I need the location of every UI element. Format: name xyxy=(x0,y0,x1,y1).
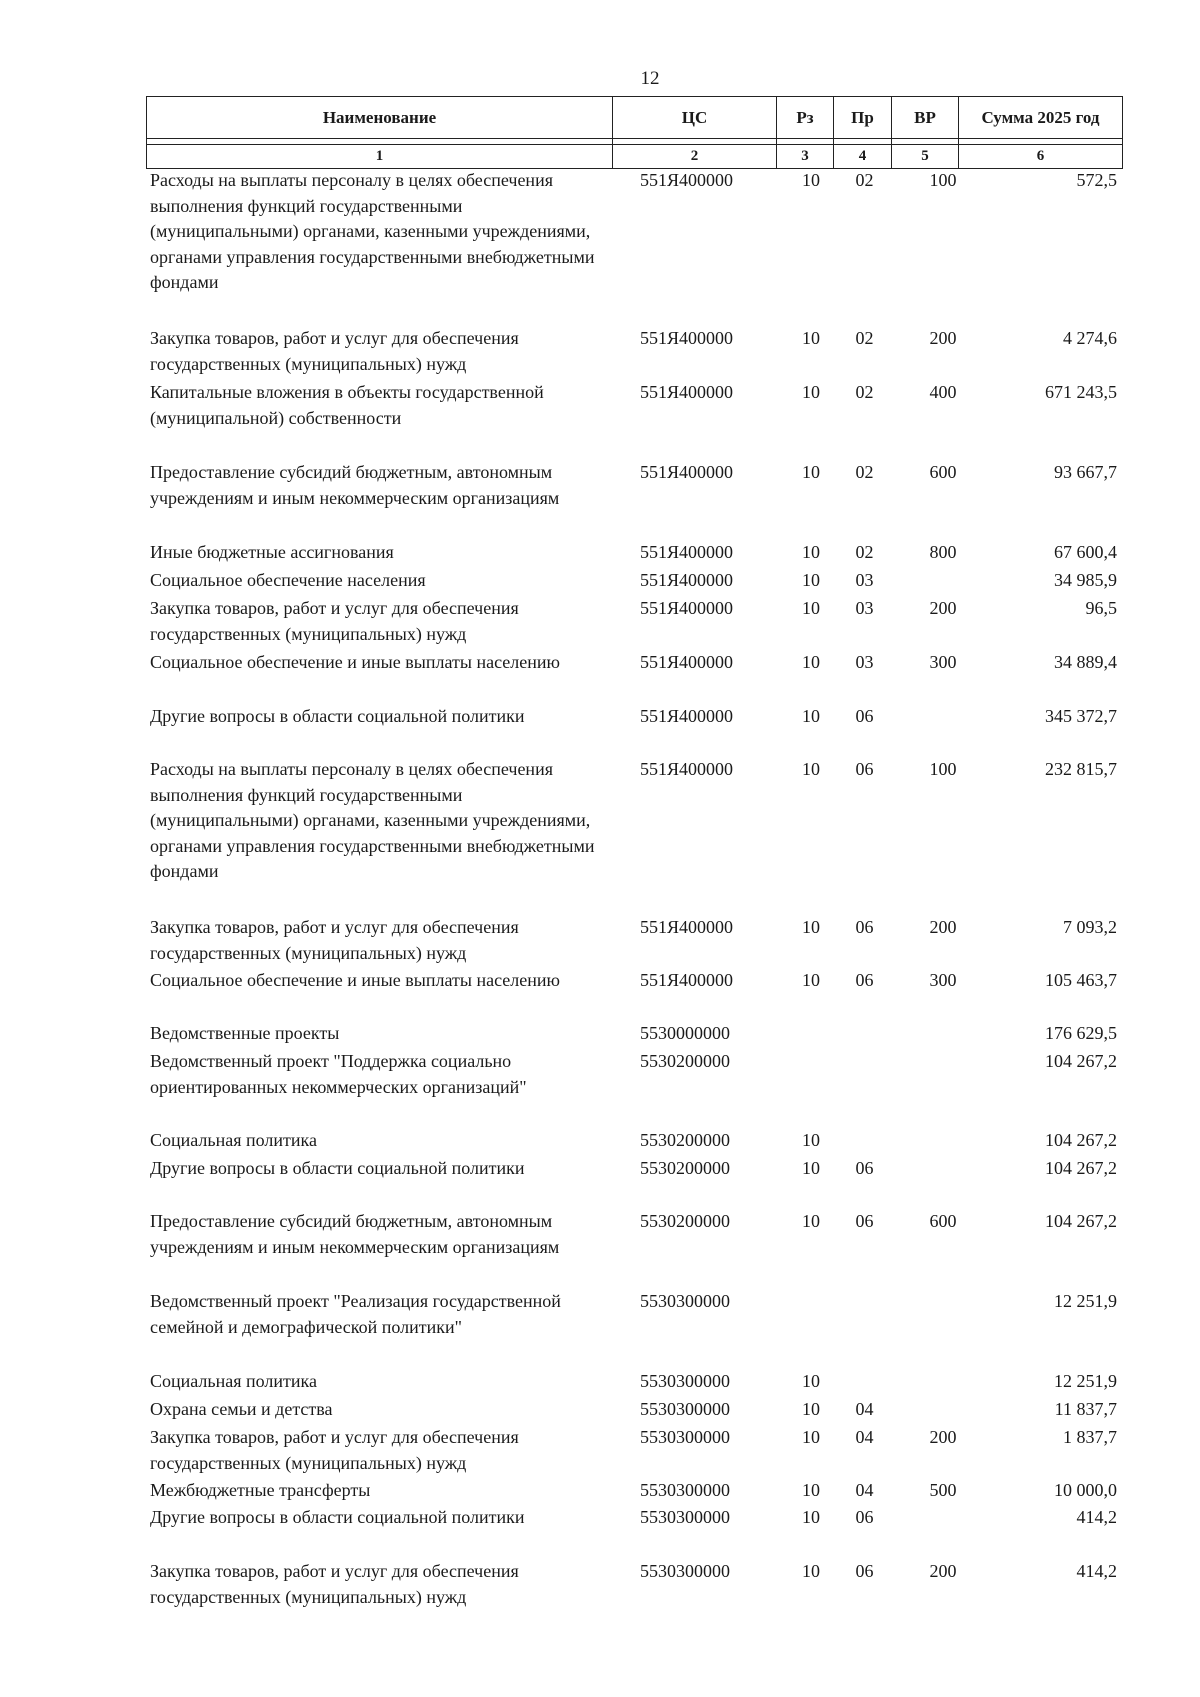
row-name: Охрана семьи и детства xyxy=(150,1399,333,1419)
row-sum: 671 243,5 xyxy=(1045,382,1117,402)
row-sum: 414,2 xyxy=(1076,1561,1117,1581)
row-name: Закупка товаров, работ и услуг для обеспечения государственных (муниципальных) нужд xyxy=(150,917,519,963)
row-sum: 96,5 xyxy=(1085,598,1117,618)
row-cs: 551Я400000 xyxy=(640,462,734,482)
column-header-rz: Рз xyxy=(777,97,834,139)
column-header-sum: Сумма 2025 год xyxy=(959,97,1123,139)
row-pr: 06 xyxy=(855,706,874,726)
column-header-name: Наименование xyxy=(147,97,613,139)
row-sum: 104 267,2 xyxy=(1045,1051,1117,1071)
table-header xyxy=(146,96,1123,169)
row-pr: 02 xyxy=(855,462,874,482)
row-name: Расходы на выплаты персоналу в целях обеспечения выполнения функций государственными (муниципальными) органами, казенными учреждениями, органами управления государственными внебюджетными фондами xyxy=(150,759,595,881)
column-number-2: 2 xyxy=(613,145,777,169)
row-rz: 10 xyxy=(802,328,820,348)
row-cs: 5530200000 xyxy=(640,1130,730,1150)
row-rz: 10 xyxy=(802,1399,820,1419)
row-cs: 551Я400000 xyxy=(640,970,734,990)
row-name: Ведомственный проект "Реализация государственной семейной и демографической политики" xyxy=(150,1291,561,1337)
row-pr: 04 xyxy=(855,1427,874,1447)
row-cs: 5530200000 xyxy=(640,1051,730,1071)
row-sum: 12 251,9 xyxy=(1054,1291,1117,1311)
row-name: Ведомственные проекты xyxy=(150,1023,340,1043)
row-pr: 06 xyxy=(855,917,874,937)
row-sum: 176 629,5 xyxy=(1045,1023,1117,1043)
row-rz: 10 xyxy=(802,1211,820,1231)
row-pr: 04 xyxy=(855,1480,874,1500)
row-pr: 03 xyxy=(855,598,874,618)
row-rz: 10 xyxy=(802,542,820,562)
column-header-vr: ВР xyxy=(892,97,959,139)
row-pr: 06 xyxy=(855,1507,874,1527)
row-rz: 10 xyxy=(802,462,820,482)
row-sum: 1 837,7 xyxy=(1063,1427,1117,1447)
row-cs: 5530300000 xyxy=(640,1371,730,1391)
row-cs: 5530200000 xyxy=(640,1211,730,1231)
row-rz: 10 xyxy=(802,1158,820,1178)
row-cs: 551Я400000 xyxy=(640,382,734,402)
row-rz: 10 xyxy=(802,917,820,937)
row-cs: 5530300000 xyxy=(640,1507,730,1527)
column-number-4: 4 xyxy=(834,145,892,169)
row-cs: 551Я400000 xyxy=(640,652,734,672)
row-sum: 34 889,4 xyxy=(1054,652,1117,672)
row-name: Социальное обеспечение и иные выплаты населению xyxy=(150,970,560,990)
row-sum: 4 274,6 xyxy=(1063,328,1117,348)
row-pr: 06 xyxy=(855,1158,874,1178)
row-cs: 551Я400000 xyxy=(640,570,734,590)
row-sum: 104 267,2 xyxy=(1045,1130,1117,1150)
row-sum: 104 267,2 xyxy=(1045,1211,1117,1231)
row-name: Другие вопросы в области социальной политики xyxy=(150,1158,525,1178)
row-rz: 10 xyxy=(802,652,820,672)
row-vr: 100 xyxy=(929,170,957,190)
row-sum: 414,2 xyxy=(1076,1507,1117,1527)
row-name: Социальное обеспечение и иные выплаты населению xyxy=(150,652,560,672)
row-vr: 200 xyxy=(929,598,957,618)
row-name: Закупка товаров, работ и услуг для обеспечения государственных (муниципальных) нужд xyxy=(150,1427,519,1473)
row-sum: 67 600,4 xyxy=(1054,542,1117,562)
row-cs: 551Я400000 xyxy=(640,706,734,726)
row-pr: 06 xyxy=(855,1211,874,1231)
row-vr: 300 xyxy=(929,652,957,672)
row-pr: 02 xyxy=(855,170,874,190)
row-vr: 300 xyxy=(929,970,957,990)
column-header-pr: Пр xyxy=(834,97,892,139)
row-name: Иные бюджетные ассигнования xyxy=(150,542,394,562)
column-number-6: 6 xyxy=(959,145,1123,169)
row-cs: 551Я400000 xyxy=(640,328,734,348)
row-rz: 10 xyxy=(802,706,820,726)
row-cs: 551Я400000 xyxy=(640,917,734,937)
row-pr: 03 xyxy=(855,570,874,590)
page-number: 12 xyxy=(640,68,660,89)
row-name: Другие вопросы в области социальной политики xyxy=(150,1507,525,1527)
row-name: Другие вопросы в области социальной политики xyxy=(150,706,525,726)
row-sum: 232 815,7 xyxy=(1045,759,1117,779)
row-sum: 572,5 xyxy=(1076,170,1117,190)
row-vr: 800 xyxy=(929,542,957,562)
row-pr: 06 xyxy=(855,970,874,990)
row-rz: 10 xyxy=(802,1561,820,1581)
row-cs: 5530000000 xyxy=(640,1023,730,1043)
row-vr: 400 xyxy=(929,382,957,402)
row-vr: 500 xyxy=(929,1480,957,1500)
row-rz: 10 xyxy=(802,970,820,990)
row-name: Предоставление субсидий бюджетным, автономным учреждениям и иным некоммерческим организациям xyxy=(150,1211,560,1257)
row-pr: 06 xyxy=(855,1561,874,1581)
row-rz: 10 xyxy=(802,1427,820,1447)
row-pr: 02 xyxy=(855,542,874,562)
row-rz: 10 xyxy=(802,1507,820,1527)
row-vr: 600 xyxy=(929,462,957,482)
row-cs: 5530300000 xyxy=(640,1480,730,1500)
row-pr: 02 xyxy=(855,382,874,402)
row-pr: 04 xyxy=(855,1399,874,1419)
row-vr: 100 xyxy=(929,759,957,779)
row-sum: 105 463,7 xyxy=(1045,970,1117,990)
row-rz: 10 xyxy=(802,598,820,618)
column-number-3: 3 xyxy=(777,145,834,169)
row-vr: 600 xyxy=(929,1211,957,1231)
row-name: Закупка товаров, работ и услуг для обеспечения государственных (муниципальных) нужд xyxy=(150,1561,519,1607)
row-cs: 551Я400000 xyxy=(640,170,734,190)
row-name: Межбюджетные трансферты xyxy=(150,1480,371,1500)
row-vr: 200 xyxy=(929,1427,957,1447)
row-sum: 11 837,7 xyxy=(1054,1399,1117,1419)
row-sum: 12 251,9 xyxy=(1054,1371,1117,1391)
row-cs: 5530300000 xyxy=(640,1561,730,1581)
row-name: Капитальные вложения в объекты государственной (муниципальной) собственности xyxy=(150,382,544,428)
row-rz: 10 xyxy=(802,170,820,190)
column-number-1: 1 xyxy=(147,145,613,169)
row-cs: 5530300000 xyxy=(640,1399,730,1419)
row-name: Социальная политика xyxy=(150,1371,317,1391)
column-number-5: 5 xyxy=(892,145,959,169)
row-rz: 10 xyxy=(802,382,820,402)
row-name: Закупка товаров, работ и услуг для обеспечения государственных (муниципальных) нужд xyxy=(150,328,519,374)
row-sum: 345 372,7 xyxy=(1045,706,1117,726)
row-pr: 02 xyxy=(855,328,874,348)
row-sum: 34 985,9 xyxy=(1054,570,1117,590)
row-cs: 5530300000 xyxy=(640,1427,730,1447)
row-name: Социальное обеспечение населения xyxy=(150,570,426,590)
row-cs: 551Я400000 xyxy=(640,542,734,562)
row-name: Предоставление субсидий бюджетным, автономным учреждениям и иным некоммерческим организациям xyxy=(150,462,560,508)
row-rz: 10 xyxy=(802,1130,820,1150)
row-cs: 5530300000 xyxy=(640,1291,730,1311)
row-name: Социальная политика xyxy=(150,1130,317,1150)
row-sum: 104 267,2 xyxy=(1045,1158,1117,1178)
row-cs: 551Я400000 xyxy=(640,598,734,618)
column-header-cs: ЦС xyxy=(613,97,777,139)
row-pr: 03 xyxy=(855,652,874,672)
row-rz: 10 xyxy=(802,1480,820,1500)
row-cs: 5530200000 xyxy=(640,1158,730,1178)
row-sum: 10 000,0 xyxy=(1054,1480,1117,1500)
row-sum: 93 667,7 xyxy=(1054,462,1117,482)
row-pr: 06 xyxy=(855,759,874,779)
row-cs: 551Я400000 xyxy=(640,759,734,779)
row-rz: 10 xyxy=(802,570,820,590)
row-vr: 200 xyxy=(929,917,957,937)
row-name: Закупка товаров, работ и услуг для обеспечения государственных (муниципальных) нужд xyxy=(150,598,519,644)
row-rz: 10 xyxy=(802,1371,820,1391)
row-sum: 7 093,2 xyxy=(1063,917,1117,937)
row-name: Ведомственный проект "Поддержка социально ориентированных некоммерческих организаций" xyxy=(150,1051,527,1097)
row-rz: 10 xyxy=(802,759,820,779)
row-vr: 200 xyxy=(929,1561,957,1581)
row-vr: 200 xyxy=(929,328,957,348)
row-name: Расходы на выплаты персоналу в целях обеспечения выполнения функций государственными (муниципальными) органами, казенными учреждениями, органами управления государственными внебюджетными фондами xyxy=(150,170,595,292)
